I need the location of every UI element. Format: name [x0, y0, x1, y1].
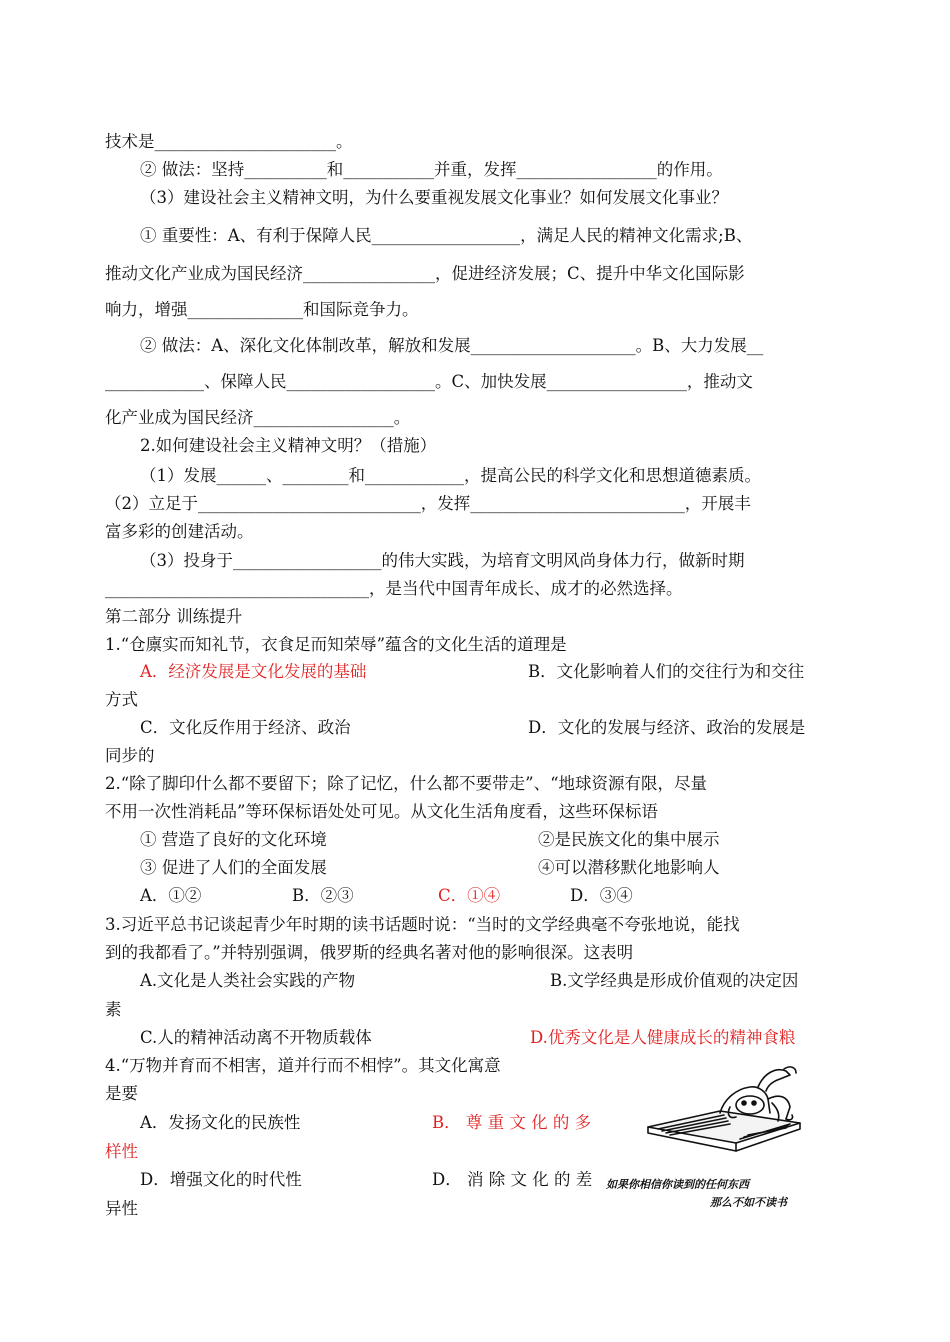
text-line: ① 重要性：A、有利于保障人民__________________，满足人民的精神文化需求;B、 — [140, 226, 753, 245]
q2-option-a: A．①② — [140, 886, 202, 905]
q1-option-d-continued: 同步的 — [105, 746, 155, 765]
question-3-stem: 3.习近平总书记谈起青少年时期的读书话题时说：“当时的文学经典毫不夸张地说，能找 — [105, 915, 740, 934]
q1-option-b-continued: 方式 — [105, 690, 138, 709]
text-line: ② 做法：坚持__________和___________并重，发挥_________________的作用。 — [140, 160, 723, 179]
q2-statement-3: ③ 促进了人们的全面发展 — [140, 858, 327, 877]
text-line: 推动文化产业成为国民经济________________，促进经济发展；C、提升中华文化国际影 — [105, 264, 745, 283]
q1-option-d: D．文化的发展与经济、政治的发展是 — [528, 718, 806, 737]
text-line: （1）发展______、________和____________，提高公民的科学文化和思想道德素质。 — [140, 466, 761, 485]
q4-option-e: D． 消 除 文 化 的 差 — [432, 1170, 593, 1189]
question-2-stem: 2.“除了脚印什么都不要留下；除了记忆，什么都不要带走”、“地球资源有限，尽量 — [105, 774, 708, 793]
q2-statement-2: ②是民族文化的集中展示 — [538, 830, 720, 849]
q3-option-a: A.文化是人类社会实践的产物 — [140, 971, 356, 990]
q2-option-d: D．③④ — [570, 886, 633, 905]
illustration-caption-line-2: 那么不如不读书 — [710, 1196, 787, 1209]
section-heading: 2.如何建设社会主义精神文明？（措施） — [140, 436, 437, 455]
q3-option-d: D.优秀文化是人健康成长的精神食粮 — [530, 1028, 796, 1047]
q3-option-c: C.人的精神活动离不开物质载体 — [140, 1028, 372, 1047]
question-4-stem: 是要 — [105, 1084, 138, 1103]
q4-option-b: B． 尊 重 文 化 的 多 — [432, 1113, 592, 1132]
text-line: （3）建设社会主义精神文明，为什么要重视发展文化事业？如何发展文化事业？ — [140, 188, 728, 207]
reading-figure-illustration — [640, 1063, 820, 1163]
q2-option-c: C．①④ — [438, 886, 501, 905]
text-line: 响力，增强______________和国际竞争力。 — [105, 300, 419, 319]
q4-option-a: A．发扬文化的民族性 — [140, 1113, 301, 1132]
q2-option-b: B．②③ — [292, 886, 354, 905]
text-line: 化产业成为国民经济_________________。 — [105, 408, 411, 427]
text-line: ② 做法：A、深化文化体制改革，解放和发展____________________。B、大力发展__ — [140, 336, 764, 355]
question-1-stem: 1.“仓廪实而知礼节，衣食足而知荣辱”蕴含的文化生活的道理是 — [105, 635, 567, 654]
question-2-stem: 不用一次性消耗品”等环保标语处处可见。从文化生活角度看，这些环保标语 — [105, 802, 658, 821]
question-3-stem: 到的我都看了。”并特别强调，俄罗斯的经典名著对他的影响很深。这表明 — [105, 943, 634, 962]
q1-option-c: C．文化反作用于经济、政治 — [140, 718, 351, 737]
illustration-caption-line-1: 如果你相信你读到的任何东西 — [606, 1178, 749, 1191]
q2-statement-4: ④可以潜移默化地影响人 — [538, 858, 720, 877]
q1-option-b: B．文化影响着人们的交往行为和交往 — [528, 662, 805, 681]
q1-option-a: A．经济发展是文化发展的基础 — [140, 662, 367, 681]
q4-option-b-continued: 样性 — [105, 1142, 138, 1161]
text-line: （3）投身于__________________的伟大实践，为培育文明风尚身体力行，做新时期 — [140, 551, 745, 570]
text-line: （2）立足于___________________________，发挥__________________________，开展丰 — [105, 494, 751, 513]
q3-option-b-continued: 素 — [105, 1000, 122, 1019]
q4-option-d: D．增强文化的时代性 — [140, 1170, 302, 1189]
text-line: 技术是______________________。 — [105, 132, 353, 151]
q2-statement-1: ① 营造了良好的文化环境 — [140, 830, 327, 849]
text-line: ____________、保障人民__________________。C、加快发展_________________，推动文 — [105, 372, 753, 391]
q4-option-e-continued: 异性 — [105, 1199, 138, 1218]
text-line: 富多彩的创建活动。 — [105, 522, 254, 541]
q3-option-b: B.文学经典是形成价值观的决定因 — [550, 971, 799, 990]
text-line: ________________________________，是当代中国青年成长、成才的必然选择。 — [105, 579, 683, 598]
part-heading: 第二部分 训练提升 — [105, 607, 243, 626]
question-4-stem: 4.“万物并育而不相害，道并行而不相悖”。其文化寓意 — [105, 1056, 501, 1075]
